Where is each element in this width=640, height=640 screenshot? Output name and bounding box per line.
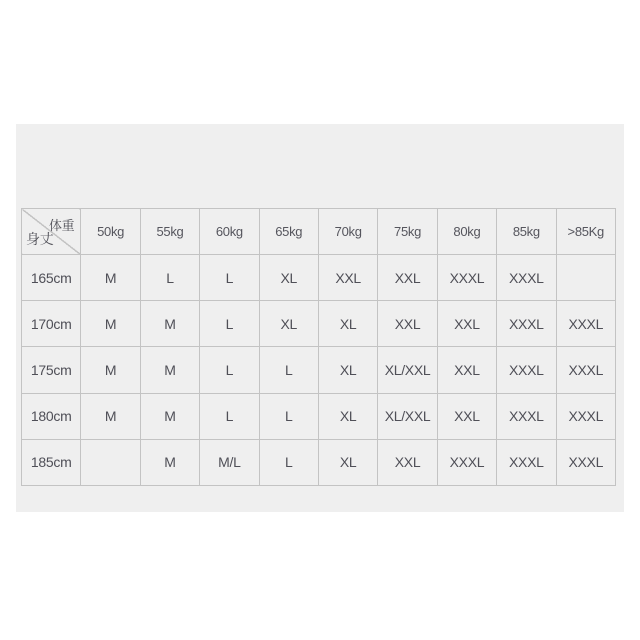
size-cell: XL/XXL [378, 393, 437, 439]
size-cell: XXL [378, 301, 437, 347]
weight-header-row [22, 209, 616, 255]
size-cell: XXXL [497, 393, 556, 439]
size-cell: XXL [378, 439, 437, 485]
size-cell: XXL [437, 393, 496, 439]
height-axis-label: 身丈 [26, 231, 54, 248]
size-cell: L [200, 255, 259, 301]
size-cell: M [81, 393, 140, 439]
weight-header-70kg: 70kg [318, 209, 377, 255]
size-cell: L [259, 439, 318, 485]
height-label-cell: 185cm [22, 439, 81, 485]
size-cell: XL [318, 347, 377, 393]
weight-header-75kg: 75kg [378, 209, 437, 255]
height-label-cell: 170cm [22, 301, 81, 347]
weight-header-over-85kg: >85Kg [556, 209, 615, 255]
size-cell: XXXL [556, 439, 615, 485]
size-cell: XL [259, 301, 318, 347]
size-cell: XXXL [437, 255, 496, 301]
size-cell: L [200, 301, 259, 347]
size-cell: XXXL [556, 301, 615, 347]
size-cell [81, 439, 140, 485]
size-cell: XXXL [556, 347, 615, 393]
height-label-cell: 180cm [22, 393, 81, 439]
table-row [22, 393, 616, 439]
table-row [22, 347, 616, 393]
weight-axis-label: 体重 [48, 218, 75, 233]
size-cell: M [140, 393, 199, 439]
size-cell: XL [318, 393, 377, 439]
size-cell: XXXL [556, 393, 615, 439]
size-cell: M [140, 439, 199, 485]
weight-header-60kg: 60kg [200, 209, 259, 255]
table-row [22, 439, 616, 485]
size-cell: M [81, 347, 140, 393]
size-cell: XXXL [497, 439, 556, 485]
size-cell: M [140, 301, 199, 347]
size-cell: XXXL [437, 439, 496, 485]
size-cell: M [81, 255, 140, 301]
weight-header-50kg: 50kg [81, 209, 140, 255]
size-chart-table [21, 208, 616, 486]
height-label-cell: 165cm [22, 255, 81, 301]
weight-header-85kg: 85kg [497, 209, 556, 255]
size-cell: XXL [437, 301, 496, 347]
size-cell: XL/XXL [378, 347, 437, 393]
size-cell: M/L [200, 439, 259, 485]
height-label-cell: 175cm [22, 347, 81, 393]
size-cell: L [259, 393, 318, 439]
size-cell: XXXL [497, 301, 556, 347]
weight-header-80kg: 80kg [437, 209, 496, 255]
size-cell: XXXL [497, 255, 556, 301]
table-row [22, 301, 616, 347]
size-cell: XL [318, 301, 377, 347]
weight-header-65kg: 65kg [259, 209, 318, 255]
size-cell: M [81, 301, 140, 347]
size-cell: L [140, 255, 199, 301]
size-cell: XXL [318, 255, 377, 301]
size-cell: XL [318, 439, 377, 485]
corner-header-cell [22, 209, 81, 255]
size-cell: L [200, 347, 259, 393]
table-row [22, 255, 616, 301]
size-cell [556, 255, 615, 301]
size-cell: L [200, 393, 259, 439]
weight-header-55kg: 55kg [140, 209, 199, 255]
size-cell: M [140, 347, 199, 393]
size-cell: XXL [378, 255, 437, 301]
size-cell: L [259, 347, 318, 393]
size-cell: XXL [437, 347, 496, 393]
size-cell: XL [259, 255, 318, 301]
size-cell: XXXL [497, 347, 556, 393]
